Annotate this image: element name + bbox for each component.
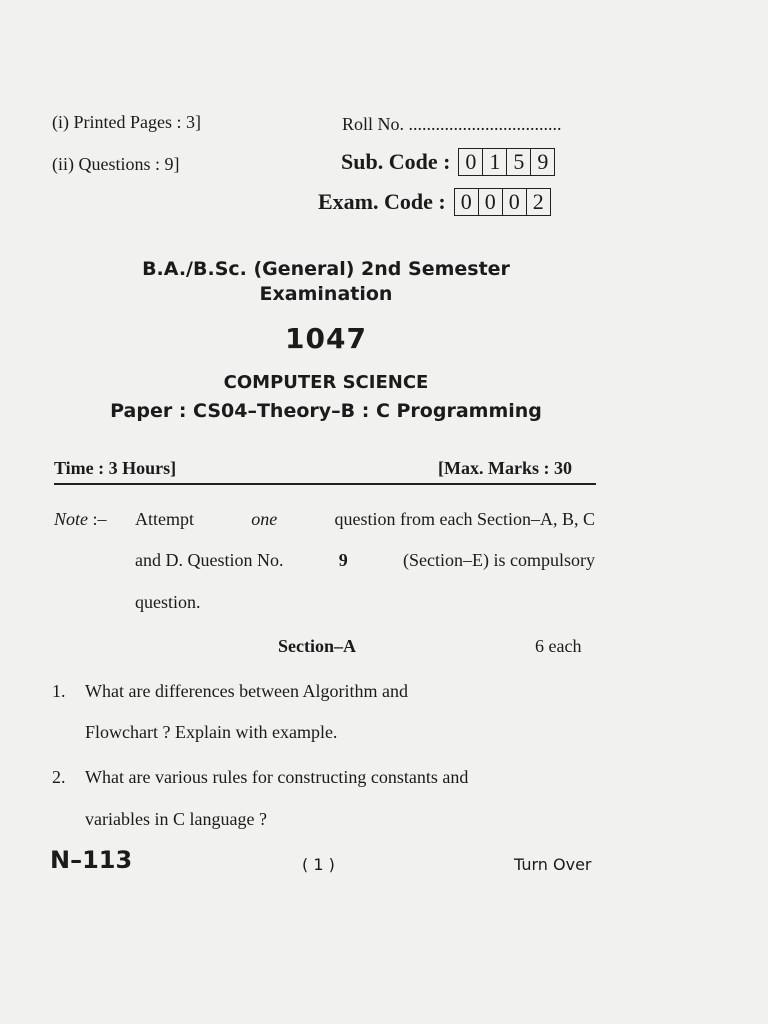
- note-text: question from each Section–A, B, C: [334, 509, 595, 529]
- question-number: 1.: [52, 681, 66, 701]
- note-text-line2: [135, 550, 595, 571]
- exam-title-line2: Examination: [259, 283, 393, 305]
- sub-code-digit: 5: [507, 149, 531, 175]
- note-text: and D. Question No.: [135, 550, 284, 570]
- question-number: 2.: [52, 767, 66, 787]
- note-emphasis: one: [251, 509, 278, 529]
- sub-code-digit: 0: [459, 149, 483, 175]
- printed-pages: (i) Printed Pages : 3]: [52, 112, 201, 132]
- sub-code-digit: 1: [483, 149, 507, 175]
- note-label: Note: [54, 509, 88, 529]
- page-number: ( 1 ): [302, 855, 335, 874]
- question-text: What are differences between Algorithm and: [85, 681, 409, 701]
- exam-code: [318, 188, 551, 216]
- questions-count: (ii) Questions : 9]: [52, 154, 180, 174]
- exam-title-line1: B.A./B.Sc. (General) 2nd Semester: [142, 258, 510, 280]
- note-question-number: 9: [338, 550, 348, 570]
- note-text-line3: question.: [135, 592, 201, 612]
- question-text: Flowchart ? Explain with example.: [85, 722, 338, 742]
- note-text-line1: [135, 509, 595, 530]
- subject-title: COMPUTER SCIENCE: [223, 372, 429, 393]
- exam-code-boxes: [454, 188, 551, 216]
- exam-code-digit: 0: [479, 189, 503, 215]
- exam-code-digit: 0: [455, 189, 479, 215]
- exam-code-digit: 0: [503, 189, 527, 215]
- sub-code-label: Sub. Code :: [341, 149, 451, 174]
- header-divider: [54, 483, 596, 485]
- paper-title: Paper : CS04–Theory–B : C Programming: [110, 400, 542, 422]
- question-text: What are various rules for constructing constants and: [85, 767, 469, 787]
- section-a-marks: 6 each: [535, 636, 582, 656]
- sub-code-digit: 9: [537, 149, 549, 174]
- note-text: (Section–E) is compulsory: [403, 550, 595, 570]
- time-duration: Time : 3 Hours]: [54, 458, 177, 478]
- roll-no: Roll No. ..................................: [342, 114, 562, 134]
- section-a-title: Section–A: [278, 636, 356, 656]
- paper-number: 1047: [285, 322, 367, 355]
- question-text: variables in C language ?: [85, 809, 267, 829]
- exam-code-label: Exam. Code :: [318, 189, 446, 214]
- note-text: Attempt: [135, 509, 194, 529]
- note-line1: [54, 509, 107, 530]
- exam-code-digit: 2: [532, 189, 544, 214]
- note-separator: :–: [92, 509, 107, 529]
- sub-code: [341, 148, 555, 176]
- turn-over-label: Turn Over: [514, 855, 592, 874]
- max-marks: [Max. Marks : 30: [438, 458, 572, 478]
- sub-code-boxes: [458, 148, 555, 176]
- paper-code: N–113: [50, 846, 133, 874]
